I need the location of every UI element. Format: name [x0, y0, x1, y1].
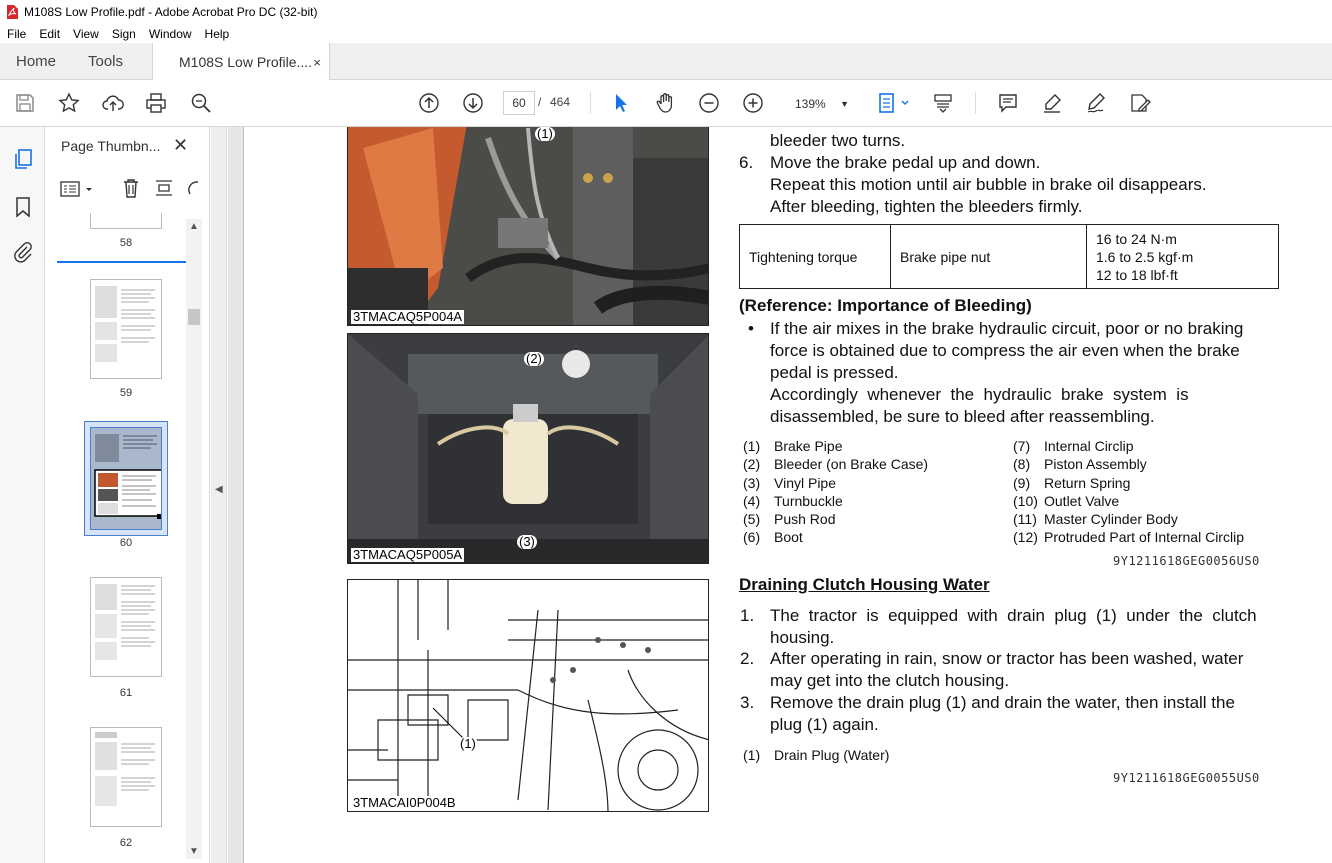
title-bar	[0, 0, 1332, 24]
document-code: 9Y1211618GEG0056US0	[1113, 554, 1260, 568]
thumbnail-scrollbar[interactable]	[186, 219, 202, 859]
brake-bleeder-photo	[347, 127, 709, 326]
thumbnail-panel	[46, 127, 210, 863]
reference-line: pedal is pressed.	[770, 363, 899, 382]
fill-sign-icon[interactable]	[1128, 91, 1152, 115]
thumbnail-page-58[interactable]	[90, 213, 162, 229]
tab-tools[interactable]: Tools	[88, 53, 124, 70]
spec-item: Brake pipe nut	[891, 225, 1087, 289]
spec-value-nm: 16 to 24 N·m	[1096, 230, 1177, 247]
page-display-icon[interactable]	[877, 91, 913, 115]
callout-label: (3)	[519, 534, 535, 549]
thumbnail-tools	[56, 175, 206, 203]
next-page-icon[interactable]	[461, 91, 485, 115]
step-line: housing.	[770, 628, 835, 647]
upload-cloud-icon[interactable]	[101, 91, 125, 115]
thumbnail-content	[91, 728, 161, 826]
line-drawing-graphic	[348, 580, 709, 812]
draw-sign-icon[interactable]	[1084, 91, 1108, 115]
spec-values	[1087, 225, 1279, 289]
drain-part-number: (1)	[743, 747, 761, 763]
part-item: (7) Internal Circlip	[1013, 438, 1134, 454]
thumbnail-content	[91, 428, 161, 529]
page-separator: /	[538, 95, 542, 109]
engine-photo-graphic	[348, 127, 709, 326]
step-number: 1.	[740, 606, 755, 625]
reference-line: force is obtained due to compress the air even when the brake	[770, 341, 1240, 360]
page-number-input[interactable]: 60	[503, 91, 535, 115]
scroll-down-icon[interactable]: ▼	[189, 846, 199, 857]
thumbnail-label: 61	[119, 687, 133, 699]
toolbar-divider	[975, 92, 976, 114]
previous-page-icon[interactable]	[417, 91, 441, 115]
bookmark-star-icon[interactable]	[57, 91, 81, 115]
menu-view[interactable]: View	[73, 26, 99, 41]
spec-value-kgfm: 1.6 to 2.5 kgf·m	[1096, 248, 1194, 265]
thumbnail-page-62[interactable]	[90, 727, 162, 827]
document-code: 9Y1211618GEG0055US0	[1113, 771, 1260, 785]
step-line: Remove the drain plug (1) and drain the water, then install the	[770, 693, 1235, 712]
step6-number: 6.	[739, 153, 754, 172]
step-number: 3.	[740, 693, 755, 712]
comment-icon[interactable]	[996, 91, 1020, 115]
extract-pages-icon[interactable]	[153, 177, 175, 199]
acrobat-logo-icon	[6, 5, 18, 19]
part-item: (8) Piston Assembly	[1013, 456, 1147, 473]
thumbnail-label: 60	[119, 537, 133, 549]
tab-document-label: M108S Low Profile....	[179, 54, 313, 70]
print-icon[interactable]	[144, 91, 168, 115]
figure-code-label: 3TMACAI0P004B	[353, 795, 456, 810]
page-thumbnails-icon[interactable]	[11, 147, 35, 171]
callout-label: (2)	[526, 351, 542, 366]
menu-window[interactable]: Window	[148, 26, 192, 41]
thumbnail-panel-header	[46, 127, 210, 167]
thumbnail-page-60[interactable]	[90, 427, 162, 530]
page-total: 464	[550, 95, 571, 109]
tab-bar	[0, 43, 1332, 80]
thumbnail-label: 62	[119, 837, 133, 849]
callout-label: (1)	[460, 736, 476, 751]
scrollbar-thumb[interactable]	[188, 309, 200, 325]
part-item: (5) Push Rod	[743, 511, 836, 528]
step6-line1: Move the brake pedal up and down.	[770, 153, 1041, 172]
thumbnail-list	[46, 213, 186, 863]
thumbnail-page-59[interactable]	[90, 279, 162, 379]
thumbnail-page-61[interactable]	[90, 577, 162, 677]
window-title: M108S Low Profile.pdf - Adobe Acrobat Pro DC (32-bit)	[24, 5, 318, 19]
step-number: 2.	[740, 649, 755, 668]
step6-line2: Repeat this motion until air bubble in brake oil disappears.	[770, 175, 1207, 194]
bookmark-icon[interactable]	[11, 195, 35, 219]
thumbnail-panel-title: Page Thumbn...	[61, 138, 161, 154]
master-cylinder-photo	[347, 333, 709, 564]
clutch-drain-drawing	[347, 579, 709, 812]
menu-bar	[0, 24, 1332, 43]
tab-document[interactable]	[152, 43, 330, 81]
torque-spec-table	[739, 224, 1279, 289]
save-icon[interactable]	[13, 91, 37, 115]
thumbnail-label: 59	[119, 387, 133, 399]
tab-home[interactable]: Home	[16, 53, 57, 70]
part-item: (3) Vinyl Pipe	[743, 474, 837, 491]
panel-collapse-strip[interactable]	[211, 127, 227, 863]
search-zoom-icon[interactable]	[189, 91, 213, 115]
figure-code-label: 3TMACAQ5P004A	[353, 309, 463, 324]
thumbnail-content	[91, 578, 161, 676]
zoom-in-icon[interactable]	[741, 91, 765, 115]
parts-list-right	[1013, 437, 1244, 547]
close-panel-icon[interactable]: ✕	[173, 135, 189, 155]
document-viewport[interactable]	[228, 127, 1332, 863]
collapse-left-icon[interactable]: ◀	[215, 484, 223, 495]
part-item: (9) Return Spring	[1013, 474, 1131, 491]
drain-part-text: Drain Plug (Water)	[774, 747, 890, 763]
parts-list-left	[743, 437, 928, 547]
step-line: plug (1) again.	[770, 715, 879, 734]
bullet: •	[748, 319, 754, 338]
menu-sign[interactable]: Sign	[111, 26, 136, 41]
pdf-page	[243, 127, 1332, 863]
part-item: (10) Outlet Valve	[1013, 492, 1120, 509]
callout-label: (1)	[537, 127, 553, 141]
hand-tool-icon[interactable]	[653, 91, 677, 115]
reference-line: disassembled, be sure to bleed after reassembling.	[770, 407, 1155, 426]
zoom-out-icon[interactable]	[697, 91, 721, 115]
zoom-level-select[interactable]	[784, 91, 856, 115]
step5-tail: bleeder two turns.	[770, 131, 906, 150]
thumbnail-content	[91, 280, 161, 378]
rotate-page-icon[interactable]	[184, 177, 200, 199]
reference-line: If the air mixes in the brake hydraulic circuit, poor or no braking	[770, 319, 1244, 338]
step-line: The tractor is equipped with drain plug (1) under the clutch	[770, 606, 1257, 625]
toolbar	[0, 80, 1332, 127]
figure-code-label: 3TMACAQ5P005A	[353, 547, 463, 562]
step-line: After operating in rain, snow or tractor has been washed, water	[770, 649, 1244, 668]
tab-close-icon[interactable]: ×	[313, 54, 321, 70]
step-line: may get into the clutch housing.	[770, 671, 1010, 690]
select-cursor-icon[interactable]	[609, 91, 633, 115]
thumbnail-label: 58	[119, 237, 133, 249]
part-item: (11) Master Cylinder Body	[1013, 511, 1178, 528]
reference-heading: (Reference: Importance of Bleeding)	[739, 296, 1032, 315]
menu-file[interactable]: File	[7, 26, 27, 41]
part-item: (4) Turnbuckle	[743, 492, 843, 509]
spec-label: Tightening torque	[740, 225, 891, 289]
reference-line: Accordingly whenever the hydraulic brake system is	[770, 385, 1189, 404]
cylinder-photo-graphic	[348, 334, 709, 564]
highlight-pen-icon[interactable]	[1040, 91, 1064, 115]
scroll-up-icon[interactable]: ▲	[189, 221, 199, 232]
delete-page-icon[interactable]	[120, 177, 142, 199]
step6-line3: After bleeding, tighten the bleeders firmly.	[770, 197, 1083, 216]
part-item: (2) Bleeder (on Brake Case)	[743, 456, 929, 473]
spec-value-lbfft: 12 to 18 lbf·ft	[1096, 266, 1178, 283]
part-item: (12) Protruded Part of Internal Circlip	[1013, 529, 1244, 546]
attachment-icon[interactable]	[11, 240, 35, 264]
menu-help[interactable]: Help	[204, 26, 230, 41]
part-item: (6) Boot	[743, 529, 803, 546]
chevron-down-icon: ▼	[840, 99, 849, 109]
toolbar-divider	[590, 92, 591, 114]
zoom-level-value: 139%	[795, 97, 826, 111]
drop-indicator	[57, 261, 186, 263]
scrolling-mode-icon[interactable]	[931, 91, 955, 115]
part-item: (1) Brake Pipe	[743, 438, 843, 454]
section-heading: Draining Clutch Housing Water	[739, 575, 990, 594]
left-rail	[0, 127, 45, 863]
menu-edit[interactable]: Edit	[39, 26, 61, 41]
thumbnail-options-icon[interactable]	[60, 179, 96, 199]
